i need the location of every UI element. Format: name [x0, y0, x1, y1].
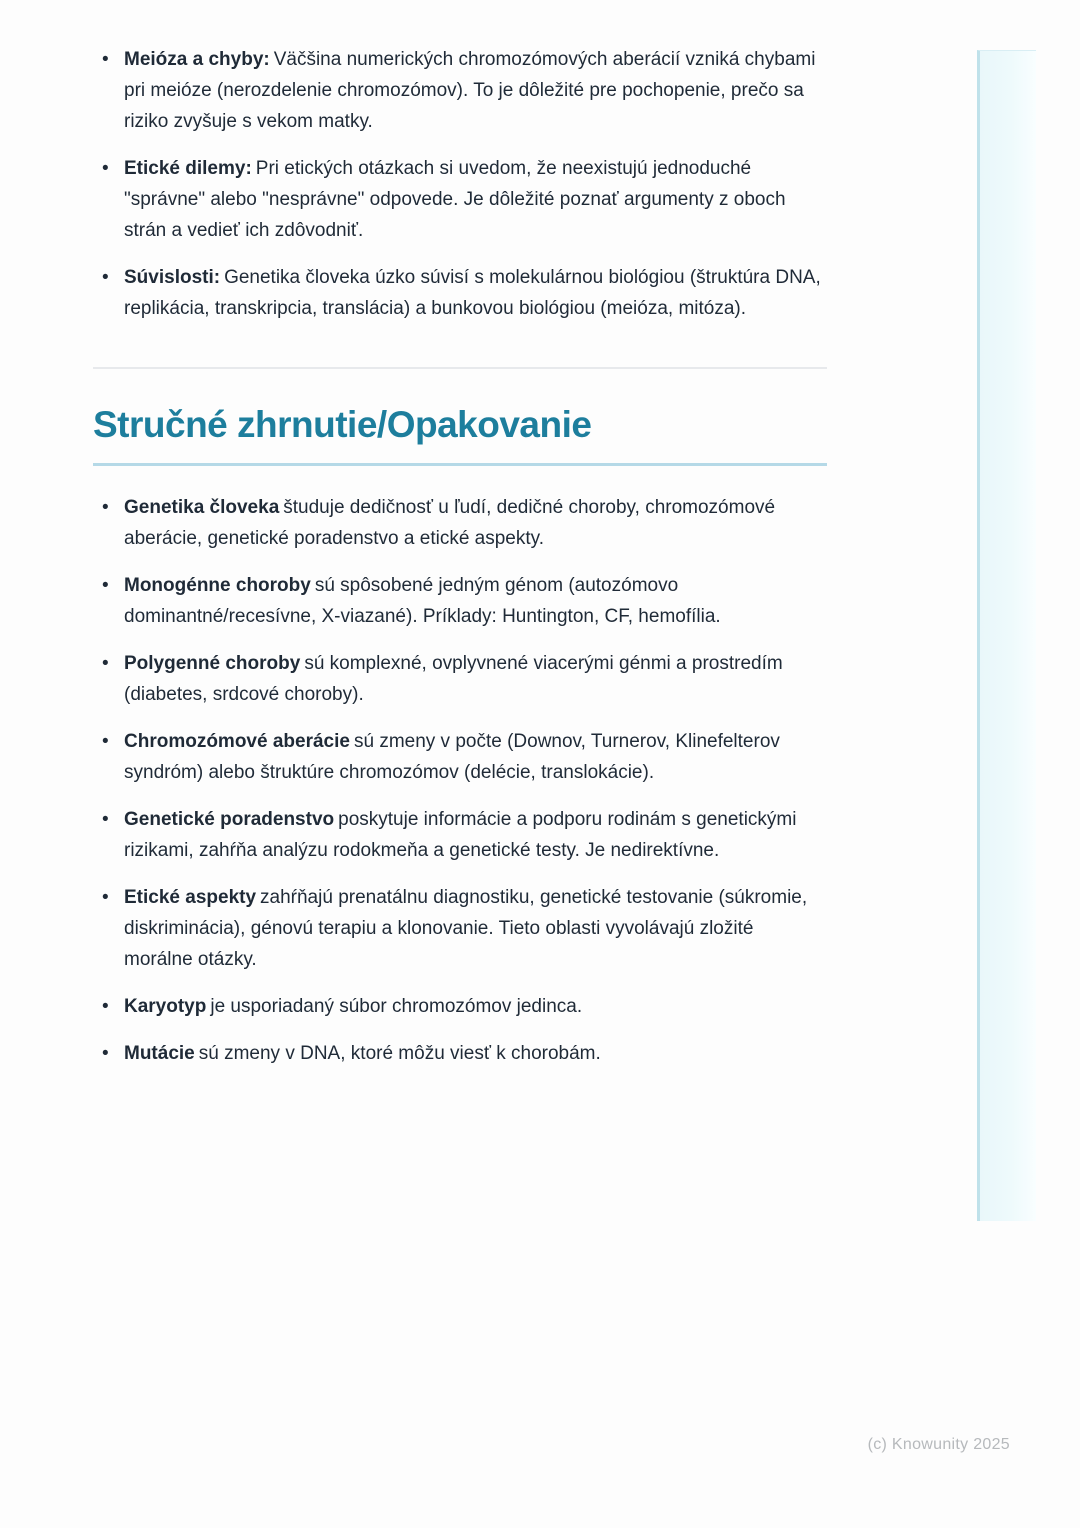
list-item-label: Chromozómové aberácie — [124, 731, 350, 752]
list-item-text: sú zmeny v DNA, ktoré môžu viesť k chorobám. — [198, 1043, 601, 1064]
list-item — [93, 1038, 827, 1069]
section-divider — [93, 367, 827, 369]
bullet-icon: • — [102, 497, 109, 518]
list-item-text: študuje dedičnosť u ľudí, dedičné choroby, chromozómové aberácie, genetické poradenstvo a etické aspekty. — [124, 497, 776, 549]
copyright-footer: (c) Knowunity 2025 — [867, 1436, 1010, 1453]
list-item-label: Meióza a chyby: — [124, 49, 270, 70]
list-item-text: sú spôsobené jedným génom (autozómovo dominantné/recesívne, X-viazané). Príklady: Huntington, CF, hemofília. — [124, 575, 721, 627]
list-item — [93, 492, 827, 554]
bullet-icon: • — [102, 575, 109, 596]
summary-list — [93, 492, 827, 1069]
bullet-icon: • — [102, 158, 109, 179]
list-item-label: Genetika človeka — [124, 497, 280, 518]
list-item — [93, 991, 827, 1022]
list-item-label: Polygenné choroby — [124, 653, 301, 674]
list-item-label: Mutácie — [124, 1043, 195, 1064]
list-item-text: sú komplexné, ovplyvnené viacerými génmi a prostredím (diabetes, srdcové choroby). — [124, 653, 783, 705]
list-item-text: Genetika človeka úzko súvisí s molekulárnou biológiou (štruktúra DNA, replikácia, transkripcia, translácia) a bunkovou biológiou (meióza, mitóza). — [124, 267, 821, 319]
list-item-text: sú zmeny v počte (Downov, Turnerov, Klinefelterov syndróm) alebo štruktúre chromozómov (delécie, translokácie). — [124, 731, 780, 783]
document-content — [93, 44, 827, 1069]
bullet-icon: • — [102, 653, 109, 674]
bullet-icon: • — [102, 1043, 109, 1064]
list-item-text: zahŕňajú prenatálnu diagnostiku, genetické testovanie (súkromie, diskriminácia), génovú terapiu a klonovanie. Tieto oblasti vyvolávajú zložité morálne otázky. — [124, 887, 808, 970]
bullet-icon: • — [102, 809, 109, 830]
bullet-icon: • — [102, 731, 109, 752]
bullet-icon: • — [102, 49, 109, 70]
list-item-label: Karyotyp — [124, 996, 207, 1017]
list-item — [93, 570, 827, 632]
list-item-text: Väčšina numerických chromozómových aberácií vzniká chybami pri meióze (nerozdelenie chromozómov). To je dôležité pre pochopenie, prečo sa riziko zvyšuje s vekom matky. — [124, 49, 816, 132]
bullet-icon: • — [102, 267, 109, 288]
list-item — [93, 153, 827, 246]
list-item — [93, 648, 827, 710]
list-item-text: Pri etických otázkach si uvedom, že neexistujú jednoduché "správne" alebo "nesprávne" odpovede. Je dôležité poznať argumenty z oboch strán a vedieť ich zdôvodniť. — [124, 158, 786, 241]
notes-list — [93, 44, 827, 324]
list-item-label: Etické dilemy: — [124, 158, 252, 179]
bullet-icon: • — [102, 887, 109, 908]
list-item-text: je usporiadaný súbor chromozómov jedinca. — [210, 996, 583, 1017]
list-item-label: Etické aspekty — [124, 887, 257, 908]
list-item — [93, 726, 827, 788]
bullet-icon: • — [102, 996, 109, 1017]
list-item-label: Monogénne choroby — [124, 575, 311, 596]
list-item — [93, 882, 827, 975]
list-item — [93, 262, 827, 324]
list-item — [93, 44, 827, 137]
list-item-text: poskytuje informácie a podporu rodinám s genetickými rizikami, zahŕňa analýzu rodokmeňa a genetické testy. Je nedirektívne. — [124, 809, 797, 861]
page-title: Stručné zhrnutie/Opakovanie — [93, 403, 827, 466]
list-item — [93, 804, 827, 866]
decorative-side-bar — [977, 50, 1036, 1221]
list-item-label: Genetické poradenstvo — [124, 809, 335, 830]
list-item-label: Súvislosti: — [124, 267, 221, 288]
